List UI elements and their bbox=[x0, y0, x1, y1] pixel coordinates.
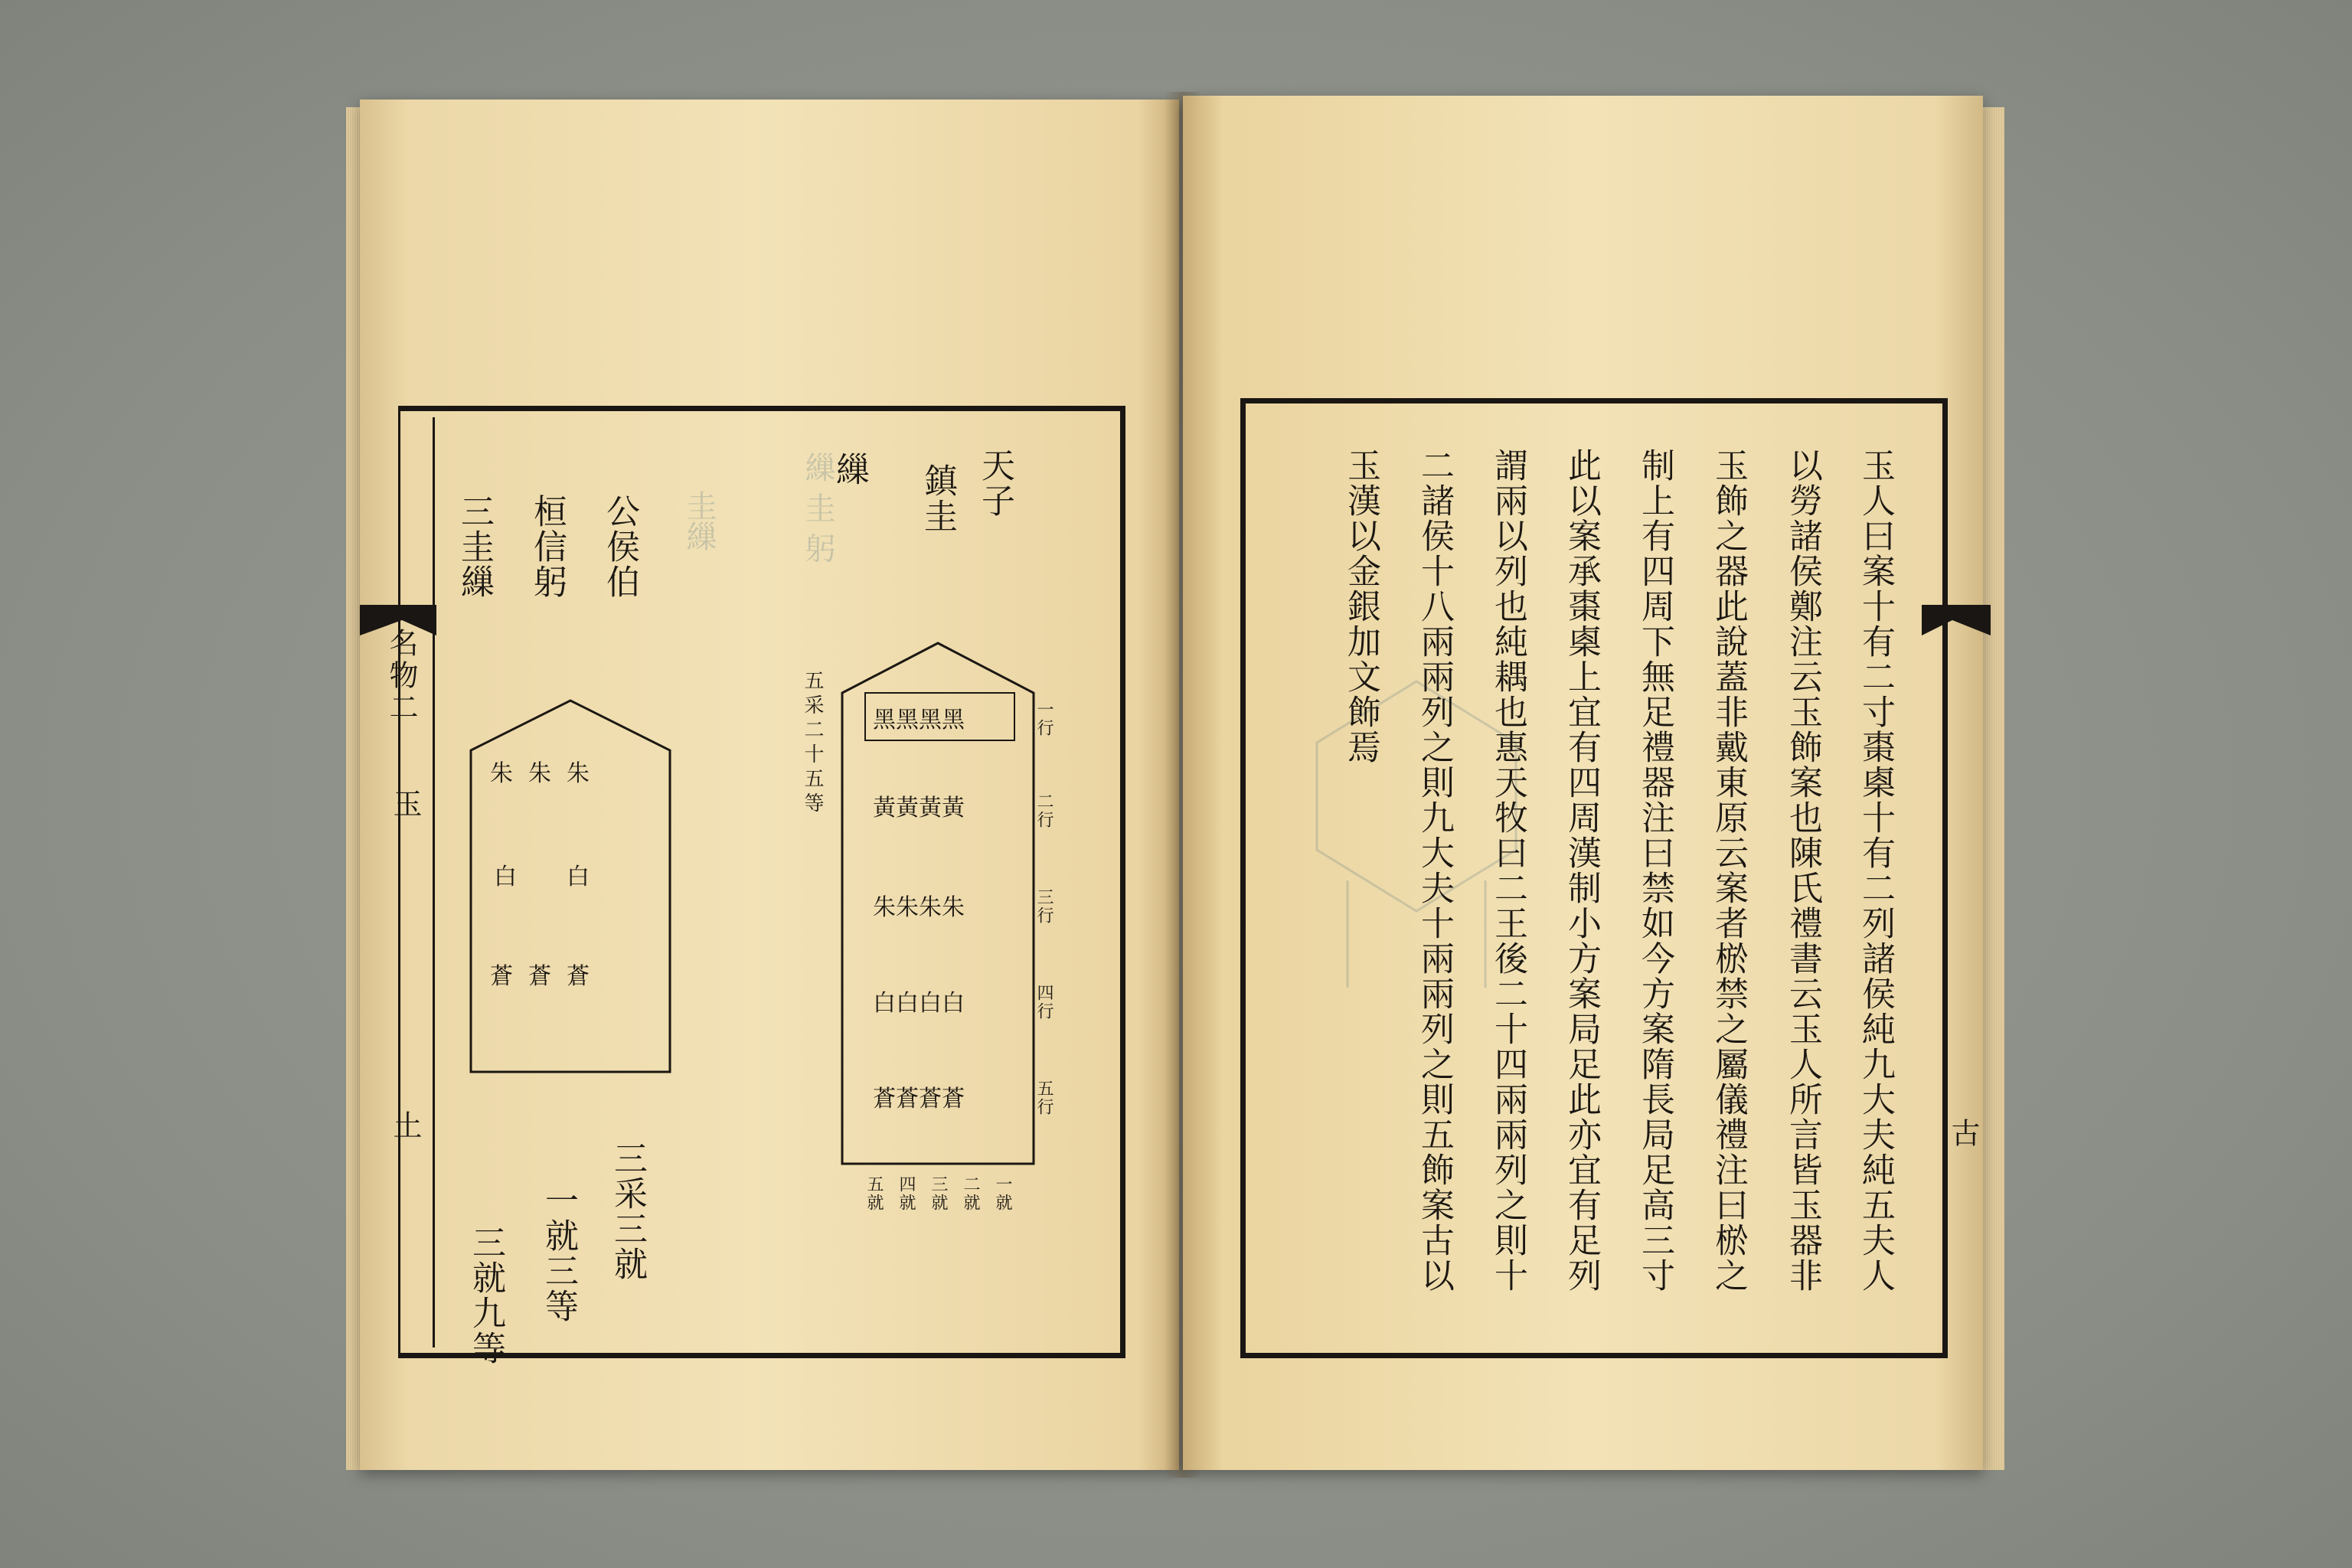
caption-wu-cai: 五采二十五等 bbox=[801, 670, 824, 817]
margin-folio-right: 古 bbox=[1946, 1118, 1980, 1150]
row-label-1: 一行 bbox=[1034, 701, 1054, 737]
small-chart-row-3a: 蒼 bbox=[490, 963, 513, 990]
show-through-text: 圭繅 bbox=[681, 490, 717, 551]
caption-san-jiu: 三就九等 bbox=[466, 1225, 505, 1366]
small-chart-row-2a: 白 bbox=[494, 864, 517, 890]
row-label-2: 二行 bbox=[1034, 792, 1054, 829]
margin-folio: 土 bbox=[388, 1110, 422, 1142]
text-column-7: 二諸侯十八兩兩列之則九大夫十兩兩列之則五飾案古以 bbox=[1415, 448, 1454, 1293]
margin-chapter: 玉 bbox=[388, 789, 422, 821]
chart-row-1: 黑黑黑黑 bbox=[873, 707, 965, 733]
caption-san-cai: 三采三就 bbox=[608, 1141, 647, 1282]
bottom-label-1: 一就 bbox=[993, 1175, 1012, 1212]
text-column-4: 制上有四周下無足禮器注曰禁如今方案隋長局足高三寸 bbox=[1635, 448, 1674, 1293]
small-chart-row-3b: 蒼 bbox=[528, 963, 551, 990]
chart-row-4: 白白白白 bbox=[873, 990, 965, 1017]
text-column-6: 謂兩以列也純耦也惠天牧曰二王後二十四兩兩列之則十 bbox=[1488, 448, 1527, 1293]
caption-yi-jiu: 一就三等 bbox=[539, 1183, 578, 1324]
heading-zao: 繅 bbox=[830, 452, 869, 487]
bottom-label-5: 五就 bbox=[864, 1175, 884, 1212]
chart-row-3: 朱朱朱朱 bbox=[873, 894, 965, 921]
heading-zhen-gui: 鎮圭 bbox=[918, 463, 957, 534]
row-label-5: 五行 bbox=[1034, 1080, 1054, 1116]
fishtail-mark-left bbox=[360, 597, 436, 643]
show-through-text: 繅 圭 躬 bbox=[800, 452, 835, 564]
left-inner-rule bbox=[433, 417, 435, 1348]
text-column-2: 以勞諸侯鄭注云玉飾案也陳氏禮書云玉人所言皆玉器非 bbox=[1783, 448, 1822, 1293]
small-chart-row-1b: 朱 bbox=[528, 760, 551, 787]
row-label-4: 四行 bbox=[1034, 984, 1054, 1021]
margin-title: 名物二 bbox=[384, 628, 418, 724]
fishtail-mark-right bbox=[1922, 597, 1991, 643]
row-label-3: 三行 bbox=[1034, 888, 1054, 925]
text-column-1: 玉人曰案十有二寸棗㮚十有二列諸侯純九大夫純五夫人 bbox=[1856, 448, 1895, 1293]
small-chart-row-2b: 白 bbox=[567, 864, 590, 890]
chart-row-2: 黃黃黃黃 bbox=[873, 795, 965, 822]
chart-row-5: 蒼蒼蒼蒼 bbox=[873, 1086, 965, 1112]
small-chart-row-3c: 蒼 bbox=[567, 963, 590, 990]
heading-gong-hou-bo: 公侯伯 bbox=[600, 494, 639, 599]
heading-tianzi: 天子 bbox=[975, 448, 1014, 518]
text-column-5: 此以案承棗㮚上宜有四周漢制小方案局足此亦宜有足列 bbox=[1562, 448, 1601, 1293]
bottom-label-4: 四就 bbox=[897, 1175, 916, 1212]
text-column-8: 玉漢以金銀加文飾焉 bbox=[1341, 448, 1380, 765]
small-chart-row-1a: 朱 bbox=[490, 760, 513, 787]
heading-huan-xin-gong: 桓信躬 bbox=[528, 494, 567, 599]
right-page-edges bbox=[1983, 107, 2004, 1470]
text-column-3: 玉飾之器此說蓋非戴東原云案者棜禁之屬儀禮注曰棜之 bbox=[1709, 448, 1748, 1293]
bottom-label-3: 三就 bbox=[929, 1175, 948, 1212]
heading-san-gui-zao: 三圭繅 bbox=[455, 494, 494, 599]
bottom-label-2: 二就 bbox=[961, 1175, 980, 1212]
small-chart-row-1c: 朱 bbox=[567, 760, 590, 787]
